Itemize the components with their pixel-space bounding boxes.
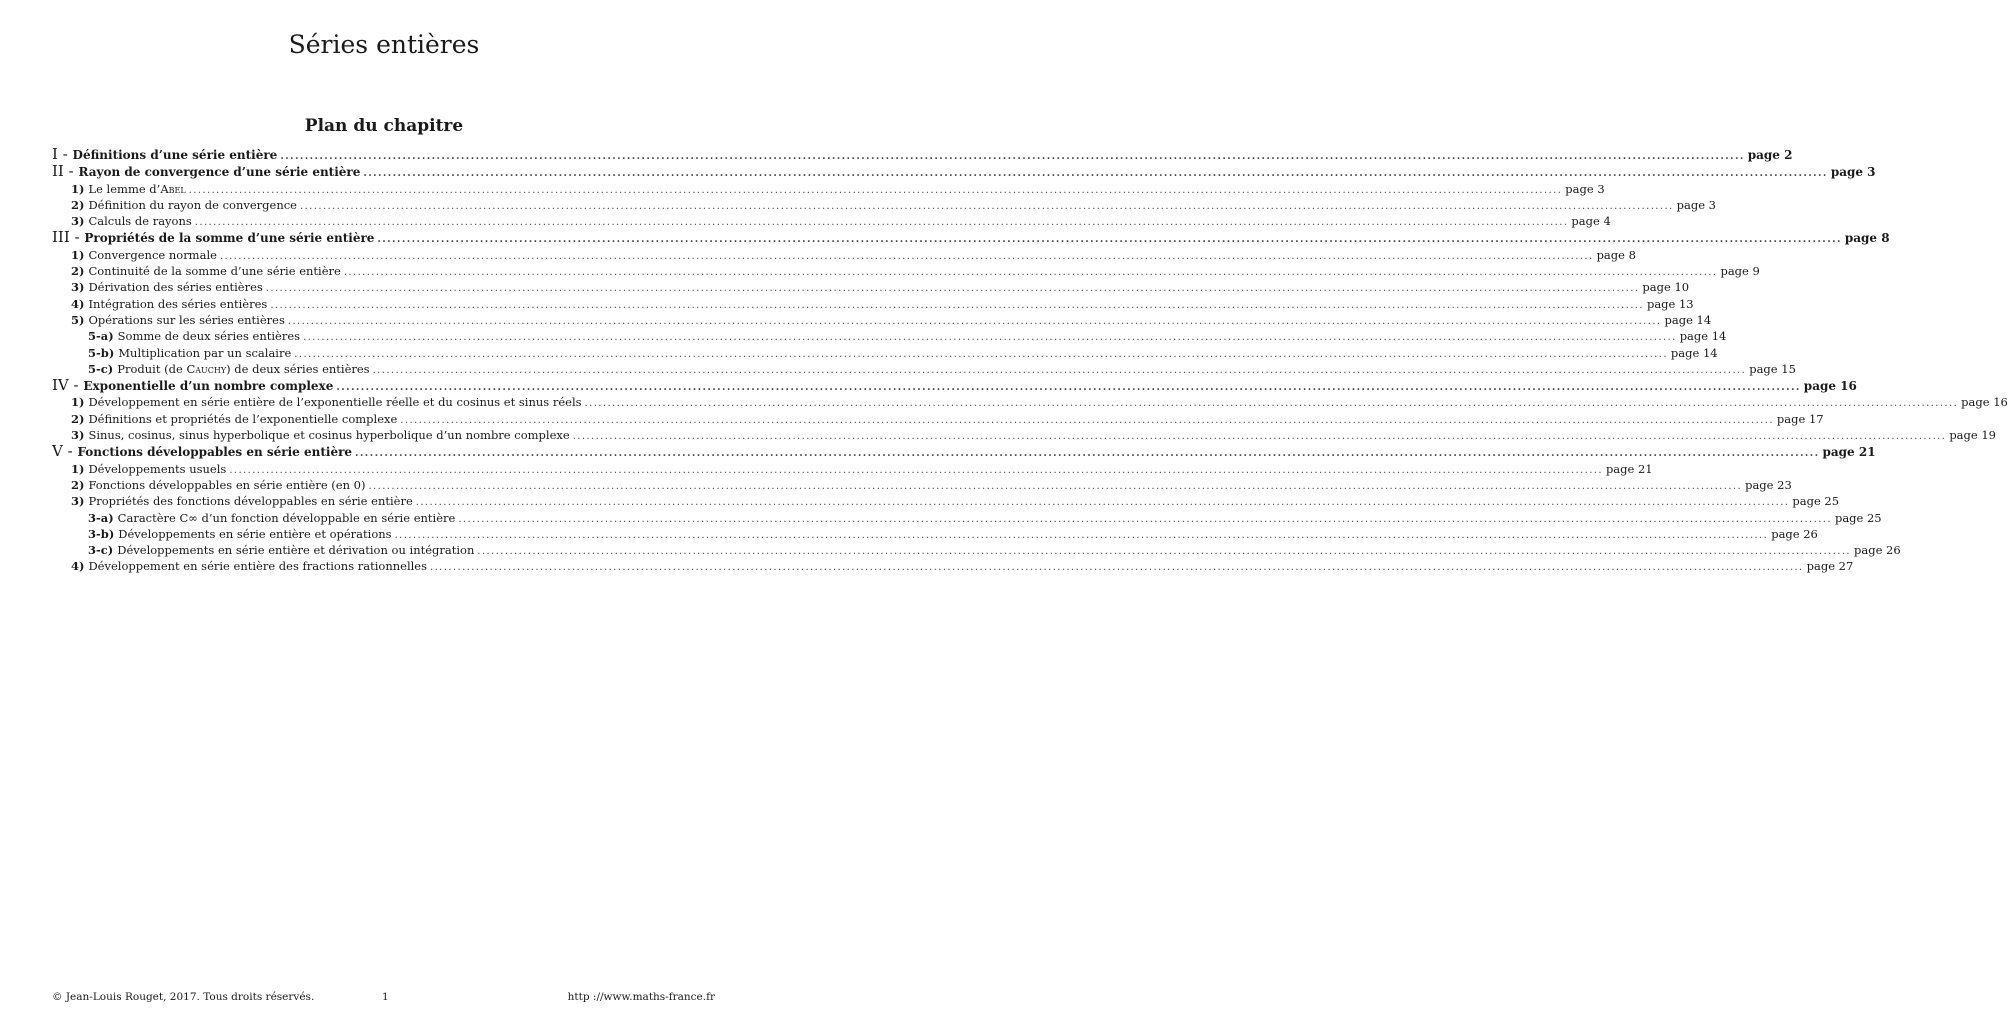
toc-entry-label [88, 362, 370, 377]
table-of-contents [52, 145, 2008, 576]
toc-entry-number: 5-a) [88, 329, 118, 344]
dot-leader: ............................................................................................................................................................................................................................................................................................................ [287, 315, 1662, 327]
toc-entry-page: page 23 [1745, 477, 1792, 492]
toc-entry-number: 5-b) [88, 345, 119, 360]
toc-entry-page: page 2 [1747, 148, 1793, 162]
dot-leader: ............................................................................................................................................................................................................................................................................................................ [294, 348, 1668, 360]
toc-entry-title: Opérations sur les séries entières [88, 312, 285, 327]
toc-entry[interactable] [52, 214, 1611, 230]
toc-entry-label [71, 428, 570, 443]
dot-leader: ............................................................................................................................................................................................................................................................................................................ [400, 414, 1774, 426]
toc-entry[interactable] [52, 361, 1796, 378]
toc-entry-page: page 10 [1642, 280, 1690, 295]
dot-leader: ............................................................................................................................................................................................................................................................................................................ [194, 217, 1569, 229]
toc-entry-number: 1) [71, 395, 89, 410]
toc-entry-label [88, 527, 392, 542]
toc-entry[interactable] [52, 312, 1712, 329]
toc-entry[interactable] [52, 442, 1876, 461]
toc-entry-number: 1) [71, 461, 89, 476]
toc-entry-title: Fonctions développables en série entière [77, 445, 353, 460]
toc-entry-name: Abel [160, 181, 186, 196]
toc-entry-page: page 4 [1571, 214, 1611, 229]
dot-leader: ............................................................................................................................................................................................................................................................................................................ [336, 382, 1801, 394]
toc-entry-page: page 14 [1670, 345, 1718, 360]
footer-url[interactable]: http ://www.maths-france.fr [567, 991, 715, 1003]
toc-entry-number: 2) [71, 197, 89, 212]
toc-entry[interactable] [52, 247, 1636, 264]
toc-entry-label [71, 313, 285, 328]
toc-entry-title: Exponentielle d’un nombre complexe [83, 379, 334, 394]
dot-leader: ............................................................................................................................................................................................................................................................................................................ [265, 283, 1640, 295]
toc-entry-title: Caractère C∞ d’un fonction développable en série entière [117, 510, 456, 525]
toc-entry-label [71, 395, 582, 410]
toc-entry-page: page 19 [1949, 428, 1996, 443]
toc-entry-page: page 21 [1605, 461, 1653, 476]
toc-entry-title: Le lemme d’ [88, 181, 161, 196]
dot-leader: ............................................................................................................................................................................................................................................................................................................ [303, 332, 1677, 344]
toc-entry-page: page 15 [1749, 361, 1796, 376]
toc-entry[interactable] [52, 280, 1690, 296]
toc-entry-name: Cauchy [186, 361, 227, 376]
toc-entry-title: Propriétés des fonctions développables en série entière [88, 494, 413, 509]
toc-entry[interactable] [52, 461, 1653, 478]
toc-entry[interactable] [52, 526, 1818, 543]
toc-entry-page: page 17 [1776, 411, 1824, 426]
toc-entry[interactable] [52, 395, 2008, 411]
toc-entry-title: Continuité de la somme d’une série entière [88, 264, 341, 279]
toc-entry-page: page 9 [1720, 264, 1760, 279]
toc-entry-number: 3-c) [88, 543, 118, 558]
footer-copyright: © Jean-Louis Rouget, 2017. Tous droits réservés. [52, 991, 315, 1003]
toc-entry-number: 5-c) [88, 361, 118, 376]
toc-entry-page: page 16 [1961, 395, 2008, 410]
toc-entry[interactable] [52, 329, 1727, 345]
dot-leader: ............................................................................................................................................................................................................................................................................................................ [377, 234, 1842, 246]
toc-entry-label [71, 478, 365, 493]
dot-leader: ............................................................................................................................................................................................................................................................................................................ [188, 184, 1563, 196]
toc-entry-title: Fonctions développables en série entière (en 0) [88, 477, 366, 492]
toc-entry-page: page 14 [1679, 329, 1727, 344]
toc-entry-title: Intégration des séries entières [88, 296, 268, 311]
toc-entry-label [71, 494, 413, 509]
toc-entry-number: III - [52, 228, 85, 247]
dot-leader: ............................................................................................................................................................................................................................................................................................................ [430, 562, 1804, 574]
dot-leader: ............................................................................................................................................................................................................................................................................................................ [355, 448, 1820, 460]
toc-entry-page: page 27 [1806, 559, 1854, 574]
toc-entry-title: Développements usuels [88, 461, 227, 476]
toc-entry[interactable] [52, 510, 1882, 527]
toc-entry-label [71, 214, 192, 229]
toc-entry-number: 2) [71, 477, 89, 492]
toc-entry-title: Définition du rayon de convergence [88, 197, 297, 212]
dot-leader: ............................................................................................................................................................................................................................................................................................................ [477, 546, 1852, 558]
toc-entry-title: Sinus, cosinus, sinus hyperbolique et cosinus hyperbolique d’un nombre complexe [88, 428, 570, 443]
toc-entry-label [88, 346, 291, 361]
toc-entry[interactable] [52, 345, 1718, 362]
toc-entry-number: 2) [71, 264, 89, 279]
toc-entry-number: 5) [71, 312, 89, 327]
toc-entry-label [52, 230, 374, 246]
dot-leader: ............................................................................................................................................................................................................................................................................................................ [343, 267, 1718, 279]
toc-entry-label [52, 444, 352, 460]
dot-leader: ............................................................................................................................................................................................................................................................................................................ [458, 513, 1832, 525]
toc-entry-label [88, 543, 474, 558]
toc-entry-title: Dérivation des séries entières [88, 280, 263, 295]
toc-entry-number: 3-a) [88, 510, 118, 525]
toc-entry-number: 2) [71, 411, 89, 426]
toc-entry-label [71, 264, 341, 279]
toc-entry-number: II - [52, 162, 79, 181]
toc-entry-number: 1) [71, 181, 89, 196]
page-footer [52, 991, 715, 1005]
toc-entry[interactable] [52, 376, 1857, 395]
toc-entry-title: Convergence normale [88, 247, 217, 262]
toc-entry-label [71, 462, 226, 477]
toc-entry[interactable] [52, 411, 1824, 428]
toc-entry-title: Développement en série entière de l’exponentielle réelle et du cosinus et sinus réels [88, 395, 582, 410]
toc-entry-title: Rayon de convergence d’une série entière [78, 165, 361, 180]
dot-leader: ............................................................................................................................................................................................................................................................................................................ [219, 250, 1594, 262]
toc-entry-number: 3) [71, 428, 89, 443]
toc-entry-title: Développements en série entière et dérivation ou intégration [117, 543, 475, 558]
toc-entry-page: page 13 [1646, 296, 1694, 311]
toc-entry-number: 1) [71, 247, 89, 262]
toc-entry-number: 3) [71, 214, 89, 229]
dot-leader: ............................................................................................................................................................................................................................................................................................................ [572, 431, 1947, 443]
toc-entry[interactable] [52, 543, 1901, 559]
toc-entry-number: 3) [71, 494, 89, 509]
toc-entry[interactable] [52, 494, 1840, 510]
toc-entry-page: page 25 [1792, 494, 1840, 509]
toc-entry-page: page 3 [1565, 181, 1605, 196]
dot-leader: ............................................................................................................................................................................................................................................................................................................ [363, 168, 1828, 180]
toc-entry-title: Définitions d’une série entière [72, 148, 278, 162]
toc-entry-label [71, 248, 217, 263]
toc-entry-label [52, 164, 360, 180]
dot-leader: ............................................................................................................................................................................................................................................................................................................ [394, 529, 1769, 541]
toc-entry[interactable] [52, 559, 1854, 575]
toc-entry-label [88, 511, 455, 526]
toc-entry[interactable] [52, 228, 1890, 247]
toc-entry-page: page 26 [1771, 526, 1818, 541]
toc-entry-page: page 16 [1803, 379, 1857, 394]
toc-entry-title: Développements en série entière et opérations [118, 526, 392, 541]
toc-entry-title: Propriétés de la somme d’une série entière [84, 231, 375, 246]
toc-entry-page: page 21 [1822, 445, 1876, 460]
toc-entry-number: IV - [52, 376, 84, 395]
toc-entry[interactable] [52, 197, 1716, 214]
footer-page-number: 1 [382, 991, 389, 1003]
toc-entry-page: page 3 [1830, 165, 1876, 180]
toc-entry-title: Somme de deux séries entières [117, 329, 301, 344]
dot-leader: ............................................................................................................................................................................................................................................................................................................ [280, 151, 1745, 162]
toc-entry-number: I - [52, 145, 73, 163]
toc-entry-number: 3) [71, 280, 89, 295]
toc-entry-label [71, 297, 267, 312]
toc-entry[interactable] [52, 477, 1792, 494]
dot-leader: ............................................................................................................................................................................................................................................................................................................ [368, 480, 1743, 492]
toc-entry-label [52, 378, 333, 394]
toc-entry-label [52, 147, 277, 163]
dot-leader: ............................................................................................................................................................................................................................................................................................................ [415, 497, 1790, 509]
dot-leader: ............................................................................................................................................................................................................................................................................................................ [270, 299, 1644, 311]
toc-entry-label [71, 182, 186, 197]
toc-entry-page: page 8 [1844, 231, 1890, 246]
toc-entry-label [88, 329, 300, 344]
toc-entry[interactable] [52, 428, 1996, 444]
chapter-plan-heading: Plan du chapitre [304, 116, 464, 136]
toc-entry[interactable] [52, 296, 1694, 313]
toc-entry-title: Développement en série entière des fractions rationnelles [88, 559, 428, 574]
toc-entry[interactable] [52, 162, 1876, 181]
toc-entry-number: 3-b) [88, 526, 119, 541]
dot-leader: ............................................................................................................................................................................................................................................................................................................ [229, 464, 1603, 476]
toc-entry-title: Produit (de [117, 361, 187, 376]
toc-entry[interactable] [52, 181, 1605, 198]
toc-entry-title: Définitions et propriétés de l’exponentielle complexe [88, 411, 398, 426]
toc-entry-number: 4) [71, 559, 89, 574]
toc-entry[interactable] [52, 264, 1760, 280]
toc-entry[interactable] [52, 145, 1793, 164]
document-title: Séries entières [288, 30, 480, 59]
toc-entry-title: Multiplication par un scalaire [118, 345, 292, 360]
toc-entry-label [71, 559, 427, 574]
toc-entry-label [71, 280, 263, 295]
toc-entry-title-end: ) de deux séries entières [226, 361, 370, 376]
toc-entry-page: page 14 [1664, 312, 1712, 327]
toc-entry-page: page 26 [1854, 543, 1901, 558]
toc-entry-number: 4) [71, 296, 89, 311]
toc-entry-label [71, 198, 297, 213]
dot-leader: ............................................................................................................................................................................................................................................................................................................ [300, 200, 1674, 212]
toc-entry-page: page 25 [1834, 510, 1882, 525]
dot-leader: ............................................................................................................................................................................................................................................................................................................ [372, 364, 1747, 376]
toc-entry-page: page 8 [1596, 247, 1636, 262]
toc-entry-label [71, 412, 397, 427]
dot-leader: ............................................................................................................................................................................................................................................................................................................ [584, 398, 1959, 410]
toc-entry-title: Calculs de rayons [88, 214, 192, 229]
toc-entry-number: V - [52, 442, 78, 461]
toc-entry-page: page 3 [1676, 197, 1716, 212]
